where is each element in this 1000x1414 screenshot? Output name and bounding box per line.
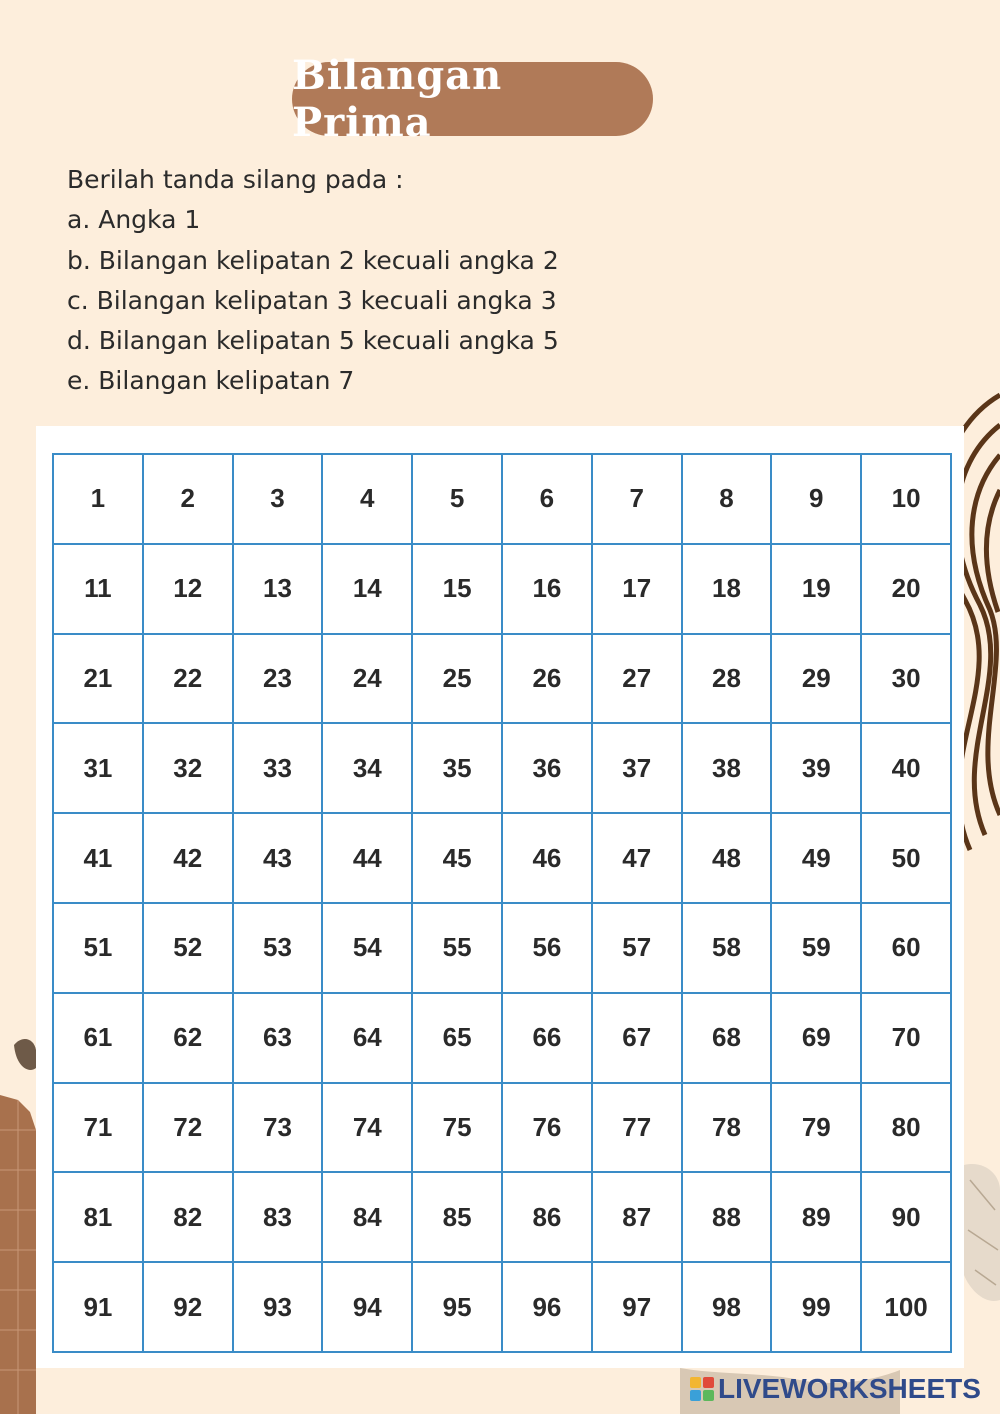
- number-cell[interactable]: 12: [144, 545, 234, 635]
- number-cell[interactable]: 72: [144, 1084, 234, 1174]
- number-cell[interactable]: 42: [144, 814, 234, 904]
- number-cell[interactable]: 69: [772, 994, 862, 1084]
- number-cell[interactable]: 1: [54, 455, 144, 545]
- number-cell[interactable]: 88: [683, 1173, 773, 1263]
- instruction-item-d: d. Bilangan kelipatan 5 kecuali angka 5: [67, 326, 559, 356]
- number-cell[interactable]: 23: [234, 635, 324, 725]
- number-cell[interactable]: 13: [234, 545, 324, 635]
- number-cell[interactable]: 68: [683, 994, 773, 1084]
- number-cell[interactable]: 87: [593, 1173, 683, 1263]
- number-cell[interactable]: 56: [503, 904, 593, 994]
- instruction-item-e: e. Bilangan kelipatan 7: [67, 366, 355, 396]
- number-cell[interactable]: 76: [503, 1084, 593, 1174]
- number-cell[interactable]: 75: [413, 1084, 503, 1174]
- number-cell[interactable]: 37: [593, 724, 683, 814]
- number-cell[interactable]: 26: [503, 635, 593, 725]
- number-grid: [52, 453, 952, 1353]
- instruction-item-c: c. Bilangan kelipatan 3 kecuali angka 3: [67, 285, 557, 315]
- instruction-item-a: a. Angka 1: [67, 205, 201, 235]
- number-cell[interactable]: 10: [862, 455, 952, 545]
- number-cell[interactable]: 95: [413, 1263, 503, 1353]
- number-cell[interactable]: 41: [54, 814, 144, 904]
- number-cell[interactable]: 52: [144, 904, 234, 994]
- number-cell[interactable]: 59: [772, 904, 862, 994]
- number-cell[interactable]: 48: [683, 814, 773, 904]
- number-cell[interactable]: 22: [144, 635, 234, 725]
- number-cell[interactable]: 86: [503, 1173, 593, 1263]
- number-cell[interactable]: 19: [772, 545, 862, 635]
- number-cell[interactable]: 27: [593, 635, 683, 725]
- number-cell[interactable]: 100: [862, 1263, 952, 1353]
- number-cell[interactable]: 81: [54, 1173, 144, 1263]
- number-cell[interactable]: 60: [862, 904, 952, 994]
- crumpled-paper-decoration: [964, 1164, 1000, 1301]
- number-cell[interactable]: 77: [593, 1084, 683, 1174]
- number-cell[interactable]: 40: [862, 724, 952, 814]
- instruction-item-b: b. Bilangan kelipatan 2 kecuali angka 2: [67, 245, 559, 275]
- number-cell[interactable]: 71: [54, 1084, 144, 1174]
- number-cell[interactable]: 44: [323, 814, 413, 904]
- number-cell[interactable]: 14: [323, 545, 413, 635]
- number-cell[interactable]: 80: [862, 1084, 952, 1174]
- number-cell[interactable]: 25: [413, 635, 503, 725]
- number-cell[interactable]: 11: [54, 545, 144, 635]
- number-cell[interactable]: 29: [772, 635, 862, 725]
- number-cell[interactable]: 4: [323, 455, 413, 545]
- number-cell[interactable]: 96: [503, 1263, 593, 1353]
- number-cell[interactable]: 51: [54, 904, 144, 994]
- number-cell[interactable]: 62: [144, 994, 234, 1084]
- number-cell[interactable]: 64: [323, 994, 413, 1084]
- number-cell[interactable]: 15: [413, 545, 503, 635]
- title-banner: [292, 52, 653, 146]
- number-cell[interactable]: 3: [234, 455, 324, 545]
- number-cell[interactable]: 73: [234, 1084, 324, 1174]
- number-cell[interactable]: 2: [144, 455, 234, 545]
- number-cell[interactable]: 6: [503, 455, 593, 545]
- number-cell[interactable]: 36: [503, 724, 593, 814]
- number-cell[interactable]: 45: [413, 814, 503, 904]
- number-cell[interactable]: 93: [234, 1263, 324, 1353]
- watermark-text: LIVEWORKSHEETS: [718, 1373, 981, 1404]
- number-cell[interactable]: 94: [323, 1263, 413, 1353]
- number-cell[interactable]: 34: [323, 724, 413, 814]
- number-cell[interactable]: 79: [772, 1084, 862, 1174]
- number-cell[interactable]: 55: [413, 904, 503, 994]
- instruction-intro: Berilah tanda silang pada :: [67, 165, 404, 194]
- number-cell[interactable]: 7: [593, 455, 683, 545]
- number-cell[interactable]: 57: [593, 904, 683, 994]
- number-cell[interactable]: 66: [503, 994, 593, 1084]
- number-cell[interactable]: 49: [772, 814, 862, 904]
- number-cell[interactable]: 53: [234, 904, 324, 994]
- number-grid-panel: [36, 426, 964, 1368]
- number-cell[interactable]: 78: [683, 1084, 773, 1174]
- number-cell[interactable]: 17: [593, 545, 683, 635]
- page-title: Bilangan Prima: [292, 52, 503, 146]
- number-cell[interactable]: 24: [323, 635, 413, 725]
- number-cell[interactable]: 90: [862, 1173, 952, 1263]
- number-cell[interactable]: 67: [593, 994, 683, 1084]
- number-cell[interactable]: 46: [503, 814, 593, 904]
- liveworksheets-watermark: [690, 1374, 981, 1404]
- number-cell[interactable]: 38: [683, 724, 773, 814]
- number-cell[interactable]: 70: [862, 994, 952, 1084]
- instruction-list: [67, 160, 559, 402]
- number-cell[interactable]: 82: [144, 1173, 234, 1263]
- number-cell[interactable]: 30: [862, 635, 952, 725]
- number-cell[interactable]: 74: [323, 1084, 413, 1174]
- number-cell[interactable]: 84: [323, 1173, 413, 1263]
- torn-paper-decoration: [0, 1039, 36, 1414]
- number-cell[interactable]: 9: [772, 455, 862, 545]
- number-cell[interactable]: 16: [503, 545, 593, 635]
- number-cell[interactable]: 91: [54, 1263, 144, 1353]
- number-cell[interactable]: 18: [683, 545, 773, 635]
- number-cell[interactable]: 58: [683, 904, 773, 994]
- number-cell[interactable]: 5: [413, 455, 503, 545]
- number-cell[interactable]: 47: [593, 814, 683, 904]
- number-cell[interactable]: 50: [862, 814, 952, 904]
- number-cell[interactable]: 97: [593, 1263, 683, 1353]
- number-cell[interactable]: 8: [683, 455, 773, 545]
- number-cell[interactable]: 99: [772, 1263, 862, 1353]
- number-cell[interactable]: 43: [234, 814, 324, 904]
- number-cell[interactable]: 65: [413, 994, 503, 1084]
- number-cell[interactable]: 21: [54, 635, 144, 725]
- number-cell[interactable]: 98: [683, 1263, 773, 1353]
- number-cell[interactable]: 83: [234, 1173, 324, 1263]
- number-cell[interactable]: 61: [54, 994, 144, 1084]
- number-cell[interactable]: 31: [54, 724, 144, 814]
- number-cell[interactable]: 85: [413, 1173, 503, 1263]
- number-cell[interactable]: 33: [234, 724, 324, 814]
- number-cell[interactable]: 89: [772, 1173, 862, 1263]
- number-cell[interactable]: 35: [413, 724, 503, 814]
- number-cell[interactable]: 28: [683, 635, 773, 725]
- number-cell[interactable]: 20: [862, 545, 952, 635]
- liveworksheets-logo-icon: [690, 1377, 714, 1401]
- number-cell[interactable]: 39: [772, 724, 862, 814]
- number-cell[interactable]: 63: [234, 994, 324, 1084]
- number-cell[interactable]: 54: [323, 904, 413, 994]
- number-cell[interactable]: 32: [144, 724, 234, 814]
- number-cell[interactable]: 92: [144, 1263, 234, 1353]
